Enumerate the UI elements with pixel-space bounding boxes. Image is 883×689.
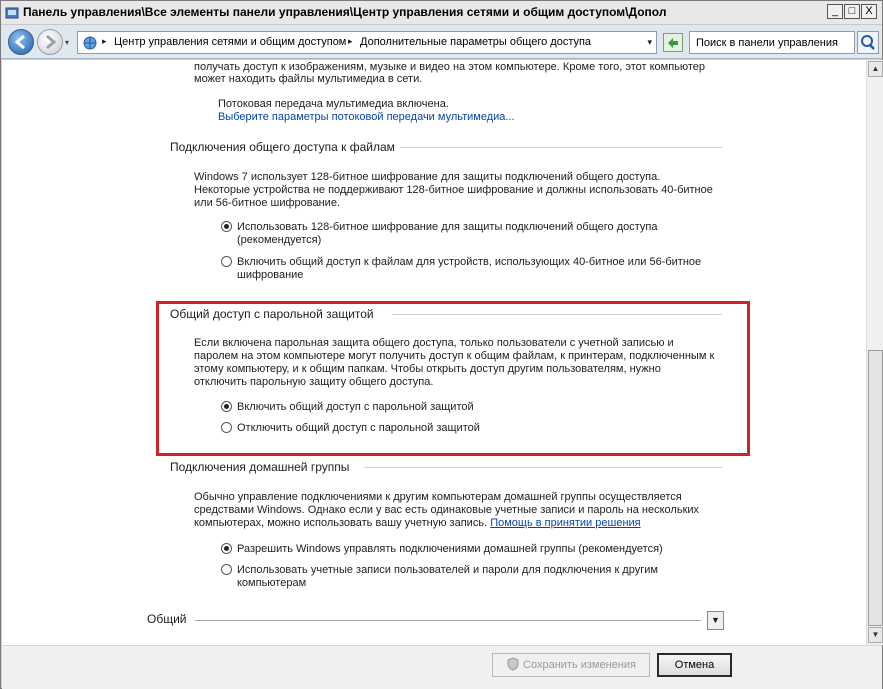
file-sharing-desc-line1: Windows 7 использует 128-битное шифрование для защиты подключений общего доступа. xyxy=(194,171,661,183)
media-settings-link[interactable]: Выберите параметры потоковой передачи мультимедиа... xyxy=(218,111,515,123)
scroll-down-icon[interactable]: ▼ xyxy=(868,627,883,643)
password-desc-line4: отключить парольную защиту общего доступа. xyxy=(194,376,434,388)
window-title: Панель управления\Все элементы панели управления\Центр управления сетями и общим доступом\Допол xyxy=(23,5,667,19)
shield-icon xyxy=(506,657,520,671)
title-bar[interactable] xyxy=(1,1,882,25)
password-off-radio[interactable] xyxy=(221,422,232,433)
homegroup-accounts-label[interactable]: Использовать учетные записи пользователей и пароли для подключения к другим xyxy=(237,564,658,576)
refresh-button[interactable] xyxy=(663,33,683,52)
homegroup-desc-line1: Обычно управление подключениями к другим компьютерам домашней группы осуществляется xyxy=(194,491,682,503)
media-desc-line2: может находить файлы мультимедиа в сети. xyxy=(194,73,423,85)
password-sharing-title: Общий доступ с парольной защитой xyxy=(170,307,374,321)
file-sharing-desc-line3: или 56-битное шифрование. xyxy=(194,197,340,209)
homegroup-desc-line3 xyxy=(194,516,641,530)
encryption-128-label-cont[interactable]: (рекомендуется) xyxy=(237,234,322,246)
media-status: Потоковая передача мультимедиа включена. xyxy=(218,98,449,110)
vertical-scrollbar[interactable] xyxy=(866,60,883,645)
password-on-label[interactable]: Включить общий доступ с парольной защитой xyxy=(237,401,474,413)
homegroup-accounts-radio[interactable] xyxy=(221,564,232,575)
section-divider xyxy=(364,467,722,468)
control-panel-icon xyxy=(5,6,19,20)
general-profile-title[interactable]: Общий xyxy=(147,612,187,626)
back-button[interactable] xyxy=(8,29,34,55)
media-desc-line1: получать доступ к изображениям, музыке и видео на этом компьютере. Кроме того, этот компьютер xyxy=(194,61,706,73)
arrow-left-icon xyxy=(9,30,33,54)
search-icon xyxy=(858,32,878,53)
encryption-40-56-label[interactable]: Включить общий доступ к файлам для устройств, использующих 40-битное или 56-битное xyxy=(237,256,702,268)
homegroup-windows-radio[interactable] xyxy=(221,543,232,554)
password-desc-line1: Если включена парольная защита общего доступа, только пользователи с учетной записью и xyxy=(194,337,674,349)
breadcrumb-separator-icon[interactable]: ▸ xyxy=(348,36,353,46)
encryption-128-radio[interactable] xyxy=(221,221,232,232)
close-button[interactable]: X xyxy=(861,4,877,19)
section-divider xyxy=(400,147,722,148)
breadcrumb-separator-icon[interactable]: ▸ xyxy=(102,36,107,46)
encryption-128-label[interactable]: Использовать 128-битное шифрование для защиты подключений общего доступа xyxy=(237,221,658,233)
homegroup-desc-line2: средствами Windows. Однако если у вас есть одинаковые учетные записи и пароль на нескольких xyxy=(194,504,700,516)
password-off-label[interactable]: Отключить общий доступ с парольной защитой xyxy=(237,422,480,434)
arrow-right-icon xyxy=(38,30,62,54)
homegroup-windows-label[interactable]: Разрешить Windows управлять подключениями домашней группы (рекомендуется) xyxy=(237,543,663,555)
breadcrumb-advanced-sharing[interactable]: Дополнительные параметры общего доступа xyxy=(360,36,592,48)
section-divider xyxy=(392,314,722,315)
save-changes-label: Сохранить изменения xyxy=(523,659,636,671)
file-sharing-desc-line2: Некоторые устройства не поддерживают 128-битное шифрование и должны использовать 40-битное xyxy=(194,184,713,196)
section-divider xyxy=(195,620,701,621)
password-on-radio[interactable] xyxy=(221,401,232,412)
help-decide-link[interactable]: Помощь в принятии решения xyxy=(490,517,641,529)
maximize-button[interactable]: □ xyxy=(844,4,860,19)
cancel-button[interactable]: Отмена xyxy=(657,653,732,677)
breadcrumb-network-center[interactable]: Центр управления сетями и общим доступом xyxy=(114,36,347,48)
network-icon xyxy=(82,35,98,51)
password-desc-line2: паролем на этом компьютере могут получить доступ к общим файлам, к принтерам, подключенным к xyxy=(194,350,715,362)
homegroup-accounts-label-cont[interactable]: компьютерам xyxy=(237,577,307,589)
breadcrumb[interactable] xyxy=(77,31,657,54)
address-bar xyxy=(1,25,882,59)
footer-bar xyxy=(2,645,882,689)
homegroup-desc-line3-text: компьютерах, можно использовать вашу учетную запись. xyxy=(194,517,488,529)
refresh-icon xyxy=(664,34,682,51)
address-dropdown-icon[interactable]: ▾ xyxy=(647,37,652,47)
homegroup-title: Подключения домашней группы xyxy=(170,460,350,474)
forward-button[interactable] xyxy=(37,29,63,55)
search-button[interactable] xyxy=(857,31,879,54)
scroll-up-icon[interactable]: ▲ xyxy=(868,61,883,77)
expand-chevron-icon[interactable]: ▼ xyxy=(707,611,724,630)
minimize-button[interactable]: _ xyxy=(827,4,843,19)
search-input[interactable] xyxy=(689,31,855,54)
settings-content xyxy=(2,60,866,645)
file-sharing-title: Подключения общего доступа к файлам xyxy=(170,140,395,154)
save-changes-button[interactable] xyxy=(492,653,650,677)
scrollbar-thumb[interactable] xyxy=(868,350,883,626)
encryption-40-56-label-cont[interactable]: шифрование xyxy=(237,269,304,281)
password-desc-line3: этому компьютеру, и к общим папкам. Чтобы открыть доступ другим пользователям, нужно xyxy=(194,363,661,375)
history-dropdown-icon[interactable]: ▾ xyxy=(65,38,70,47)
encryption-40-56-radio[interactable] xyxy=(221,256,232,267)
search-placeholder: Поиск в панели управления xyxy=(696,37,838,49)
